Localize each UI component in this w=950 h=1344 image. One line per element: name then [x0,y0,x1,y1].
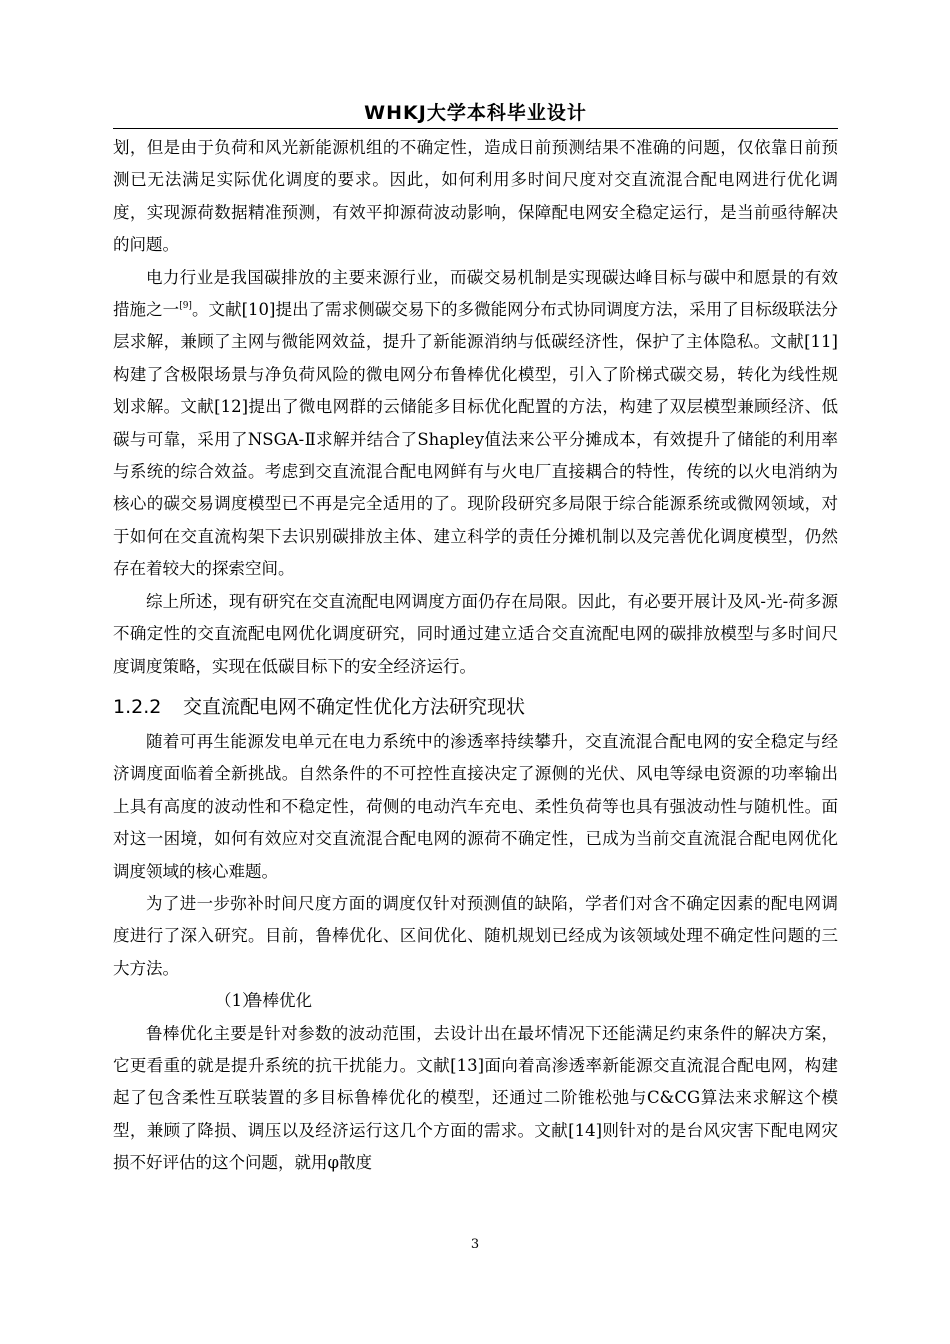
sub-item-title: 鲁棒优化 [246,991,312,1011]
paragraph-summary: 综上所述，现有研究在交直流配电网调度方面仍存在局限。因此，有必要开展计及风-光-荷多源不确定性的交直流配电网优化调度研究，同时通过建立适合交直流配电网的碳排放模型与多时间尺度调度策略，实现在低碳目标下的安全经济运行。 [113,591,838,676]
section-title: 交直流配电网不确定性优化方法研究现状 [183,695,526,718]
body-text [113,132,838,1180]
paragraph-renewables: 随着可再生能源发电单元在电力系统中的渗透率持续攀升，交直流混合配电网的安全稳定与经济调度面临着全新挑战。自然条件的不可控性直接决定了源侧的光伏、风电等绿电资源的功率输出上具有高度的波动性和不稳定性，荷侧的电动汽车充电、柔性负荷等也具有强波动性与随机性。面对这一困境，如何有效应对交直流混合配电网的源荷不确定性，已成为当前交直流混合配电网优化调度领域的核心难题。 [113,731,838,881]
header-rule [113,128,838,129]
paragraph-continued: 划，但是由于负荷和风光新能源机组的不确定性，造成日前预测结果不准确的问题，仅依靠日前预测已无法满足实际优化调度的要求。因此，如何利用多时间尺度对交直流混合配电网进行优化调度，实现源荷数据精准预测，有效平抑源荷波动影响，保障配电网安全稳定运行，是当前亟待解决的问题。 [113,138,838,255]
page-header: WHKJ大学本科毕业设计 [364,102,587,124]
paragraph-robust-optimization: 鲁棒优化主要是针对参数的波动范围，去设计出在最坏情况下还能满足约束条件的解决方案，它更看重的就是提升系统的抗干扰能力。文献[13]面向着高渗透率新能源交直流混合配电网，构建起了包含柔性互联装置的多目标鲁棒优化的模型，还通过二阶锥松弛与C&CG算法来求解这个模型，兼顾了降损、调压以及经济运行这几个方面的需求。文献[14]则针对的是台风灾害下配电网灾损不好评估的这个问题，就用φ散度 [113,1023,838,1173]
section-heading [113,691,838,723]
sub-item-number: （1） [215,991,259,1011]
paragraph-text: 电力行业是我国碳排放的主要来源行业，而碳交易机制是实现碳达峰目标与碳中和愿景的有效措施之一 [113,267,838,320]
citation-ref: [9] [179,301,192,312]
sub-item-heading [113,985,838,1017]
page-number: 3 [470,1237,480,1252]
paragraph-methods: 为了进一步弥补时间尺度方面的调度仅针对预测值的缺陷，学者们对含不确定因素的配电网调度进行了深入研究。目前，鲁棒优化、区间优化、随机规划已经成为该领域处理不确定性问题的三大方法。 [113,893,838,978]
section-number: 1.2.2 [113,695,162,718]
paragraph-text: 。文献[10]提出了需求侧碳交易下的多微能网分布式协同调度方法，采用了目标级联法分层求解，兼顾了主网与微能网效益，提升了新能源消纳与低碳经济性，保护了主体隐私。文献[11]构建了含极限场景与净负荷风险的微电网分布鲁棒优化模型，引入了阶梯式碳交易，转化为线性规划求解。文献[12]提出了微电网群的云储能多目标优化配置的方法，构建了双层模型兼顾经济、低碳与可靠，采用了NSGA-Ⅱ求解并结合了Shapley值法来公平分摊成本，有效提升了储能的利用率与系统的综合效益。考虑到交直流混合配电网鲜有与火电厂直接耦合的特性，传统的以火电消纳为核心的碳交易调度模型已不再是完全适用的了。现阶段研究多局限于综合能源系统或微网领域，对于如何在交直流构架下去识别碳排放主体、建立科学的责任分摊机制以及完善优化调度模型，仍然存在着较大的探索空间。 [113,300,839,579]
paragraph-carbon-trading [113,262,838,586]
